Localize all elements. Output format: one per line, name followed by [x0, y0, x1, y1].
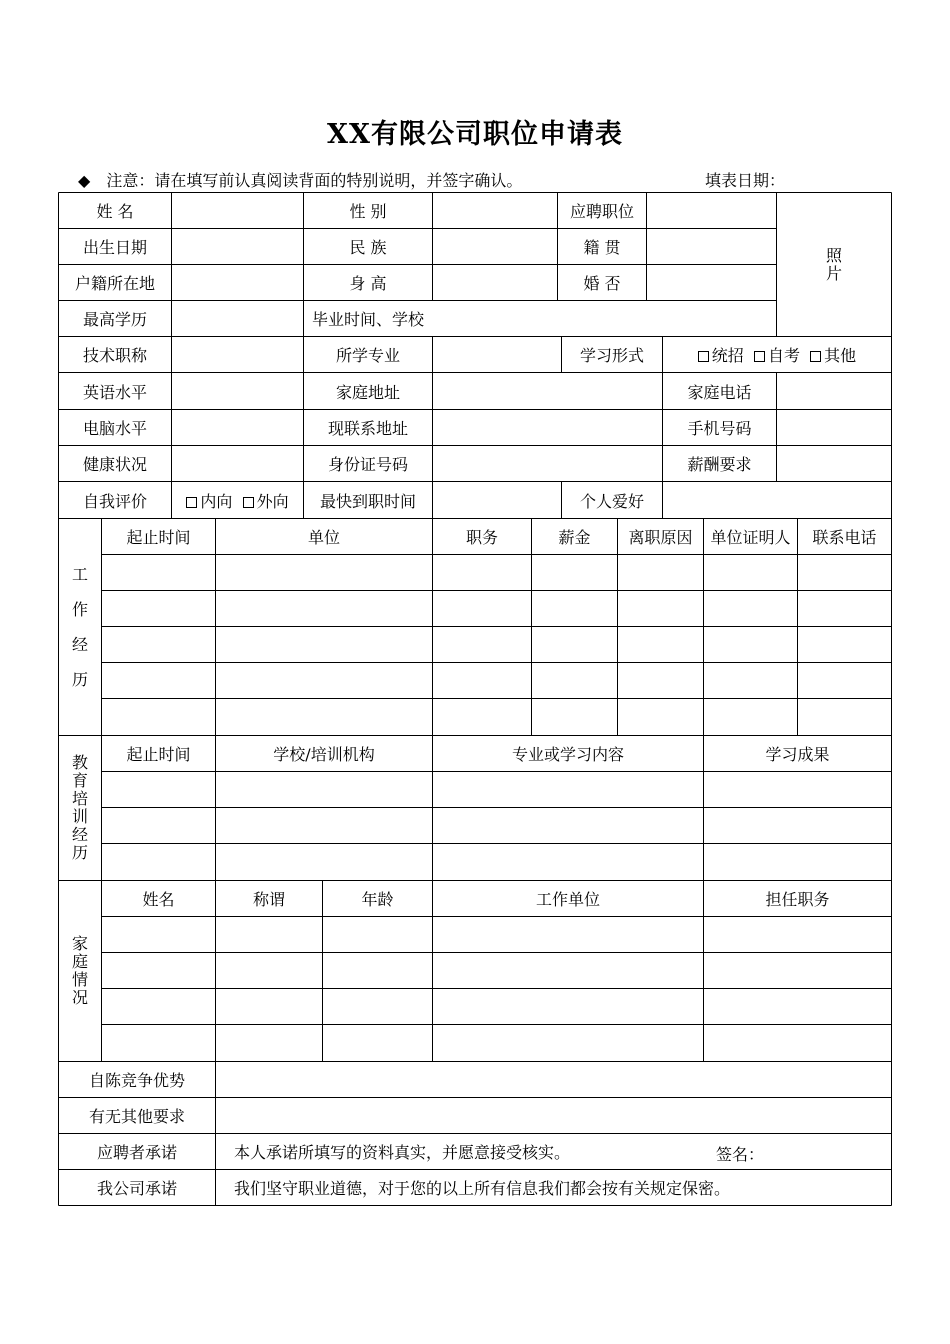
family-header-post: 担任职务	[765, 890, 830, 909]
home-phone-field[interactable]	[777, 373, 891, 409]
id-number-label: 身份证号码	[327, 455, 408, 474]
applicant-pledge-text: 本人承诺所填写的资料真实，并愿意接受核实。	[234, 1143, 571, 1162]
advantage-label: 自陈竞争优势	[88, 1071, 185, 1090]
english-field[interactable]	[172, 373, 303, 409]
gender-field[interactable]	[433, 193, 557, 228]
checkbox-introvert[interactable]: 内向	[186, 489, 232, 512]
edu-section-label: 教 育 培 训 经 历	[71, 753, 88, 862]
photo-label-char: 照	[825, 245, 842, 265]
family-header-name: 姓名	[142, 890, 175, 909]
work-header-phone: 联系电话	[812, 528, 877, 547]
position-label: 应聘职位	[569, 202, 634, 221]
checkbox-other[interactable]: 其他	[810, 343, 856, 366]
health-field[interactable]	[172, 446, 303, 481]
checkbox-unified[interactable]: 统招	[698, 343, 744, 366]
fill-date-label: 填表日期：	[705, 171, 786, 190]
applicant-pledge-label: 应聘者承诺	[96, 1143, 177, 1162]
notice-text: 注意：请在填写前认真阅读背面的特别说明，并签字确认。	[106, 171, 523, 190]
work-header-reference: 单位证明人	[710, 528, 791, 547]
work-header-period: 起止时间	[126, 528, 191, 547]
work-header-salary: 薪金	[558, 528, 591, 547]
edu-header-period: 起止时间	[126, 745, 191, 764]
title-label: 技术职称	[82, 346, 147, 365]
birth-label: 出生日期	[82, 238, 147, 257]
self-eval-label: 自我评价	[82, 491, 147, 511]
work-header-post: 职务	[465, 528, 498, 547]
household-field[interactable]	[172, 265, 303, 300]
family-header-relation: 称谓	[252, 890, 285, 909]
company-pledge-label: 我公司承诺	[96, 1179, 177, 1198]
major-field[interactable]	[433, 337, 561, 372]
family-header-employer: 工作单位	[535, 890, 600, 909]
major-label: 所学专业	[335, 346, 400, 365]
page-title: XX有限公司职位申请表	[327, 119, 623, 150]
ethnicity-field[interactable]	[433, 229, 557, 264]
origin-label: 籍 贯	[583, 238, 621, 257]
height-field[interactable]	[433, 265, 557, 300]
household-label: 户籍所在地	[74, 274, 155, 293]
other-req-label: 有无其他要求	[88, 1107, 185, 1126]
checkbox-extrovert[interactable]: 外向	[243, 489, 289, 512]
family-header-age: 年龄	[361, 890, 394, 909]
hobby-label: 个人爱好	[579, 491, 644, 511]
checkbox-icon	[698, 351, 709, 362]
graduation-label: 毕业时间、学校	[311, 310, 424, 329]
self-eval-options	[172, 482, 303, 518]
diamond-icon: ◆	[78, 171, 91, 190]
earliest-date-field[interactable]	[433, 482, 561, 518]
advantage-field[interactable]	[216, 1062, 891, 1097]
photo-box[interactable]	[777, 193, 891, 336]
ethnicity-label: 民 族	[349, 238, 387, 257]
checkbox-icon	[243, 497, 254, 508]
height-label: 身 高	[349, 274, 387, 293]
edu-header-result: 学习成果	[765, 745, 830, 764]
health-label: 健康状况	[82, 455, 147, 474]
home-addr-label: 家庭地址	[335, 382, 400, 402]
title-field[interactable]	[172, 337, 303, 372]
study-form-label: 学习形式	[579, 346, 644, 365]
name-field[interactable]	[172, 193, 303, 228]
id-number-field[interactable]	[433, 446, 662, 481]
company-pledge-text: 我们坚守职业道德，对于您的以上所有信息我们都会按有关规定保密。	[234, 1179, 731, 1198]
salary-req-field[interactable]	[777, 446, 891, 481]
checkbox-icon	[810, 351, 821, 362]
contact-addr-field[interactable]	[433, 410, 662, 445]
family-section-label: 家 庭 情 况	[71, 934, 88, 1007]
signature-label: 签名：	[716, 1145, 765, 1164]
education-label: 最高学历	[82, 310, 147, 329]
education-field[interactable]	[172, 301, 303, 336]
graduation-field[interactable]	[433, 301, 776, 336]
edu-header-school: 学校/培训机构	[273, 745, 375, 764]
checkbox-icon	[186, 497, 197, 508]
name-label: 姓 名	[96, 202, 134, 221]
marriage-label: 婚 否	[583, 274, 621, 293]
contact-addr-label: 现联系地址	[327, 419, 408, 438]
salary-req-label: 薪酬要求	[687, 455, 752, 474]
computer-label: 电脑水平	[82, 419, 147, 438]
home-phone-label: 家庭电话	[687, 382, 752, 402]
work-header-employer: 单位	[307, 528, 340, 547]
edu-header-content: 专业或学习内容	[511, 745, 624, 764]
checkbox-icon	[754, 351, 765, 362]
origin-field[interactable]	[647, 229, 776, 264]
gender-label: 性 别	[349, 202, 387, 221]
birth-field[interactable]	[172, 229, 303, 264]
mobile-field[interactable]	[777, 410, 891, 445]
mobile-label: 手机号码	[687, 419, 752, 438]
other-req-field[interactable]	[216, 1098, 891, 1133]
marriage-field[interactable]	[647, 265, 776, 300]
study-form-options	[663, 337, 891, 372]
photo-label-char: 片	[825, 263, 842, 283]
computer-field[interactable]	[172, 410, 303, 445]
english-label: 英语水平	[82, 382, 147, 402]
work-section-label: 工 作 经 历	[71, 565, 88, 689]
work-header-leave-reason: 离职原因	[628, 528, 693, 547]
earliest-date-label: 最快到职时间	[319, 491, 416, 511]
hobby-field[interactable]	[663, 482, 891, 518]
checkbox-self-study[interactable]: 自考	[754, 343, 800, 366]
home-addr-field[interactable]	[433, 373, 662, 409]
position-field[interactable]	[647, 193, 776, 228]
